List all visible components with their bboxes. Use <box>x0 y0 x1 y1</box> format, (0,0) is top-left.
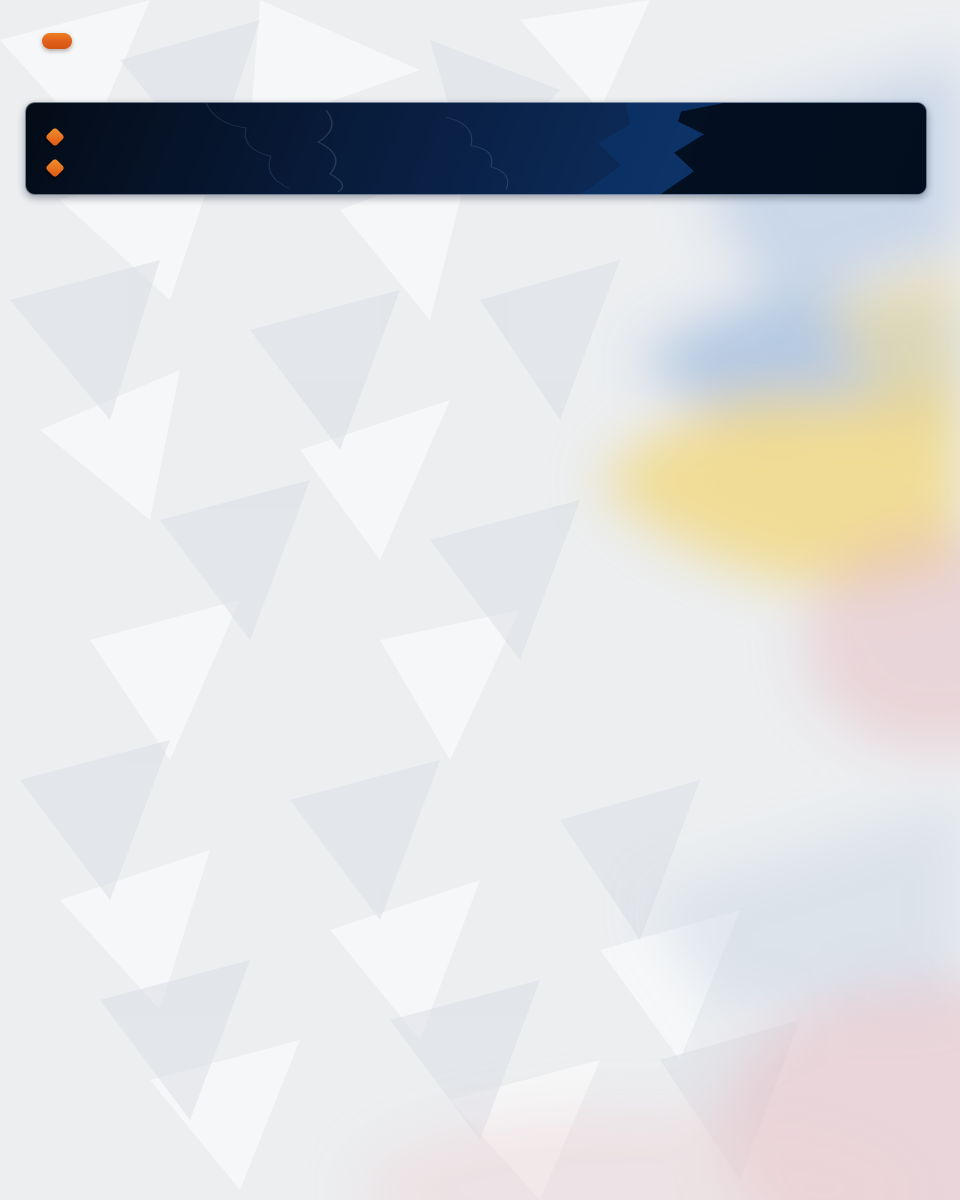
donbas-options-box <box>25 102 927 195</box>
points-count-badge <box>42 33 72 49</box>
variant-1-row <box>48 127 904 147</box>
header <box>28 16 944 67</box>
diamond-bullet-icon <box>45 158 65 178</box>
points-list <box>30 86 922 211</box>
ukraine-map-graphic <box>26 103 926 194</box>
variant-2-text <box>74 158 78 178</box>
variant-2-row <box>48 158 904 178</box>
variant-1-text <box>74 127 78 147</box>
diamond-bullet-icon <box>45 127 65 147</box>
